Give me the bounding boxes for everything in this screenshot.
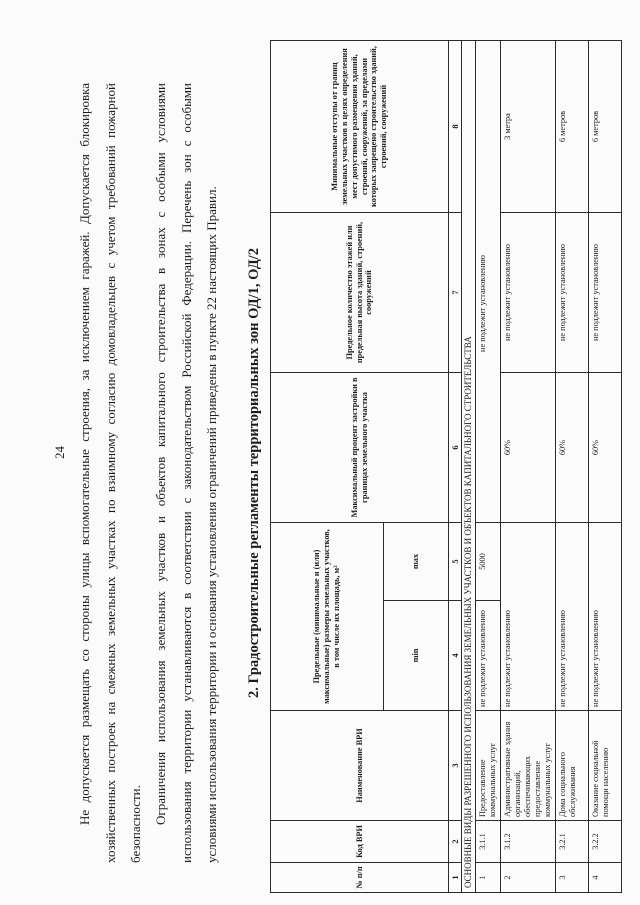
row-size: не подлежит установлению <box>555 523 588 711</box>
header-floors: Предельное количество этажей или предельная высота зданий, строений, сооружений <box>271 213 449 373</box>
row-size: не подлежит установлению <box>500 523 555 711</box>
row-floors: не подлежит установлению <box>500 213 555 373</box>
row-name: Предоставление коммунальных услуг <box>475 711 500 821</box>
column-numbers-row <box>449 41 462 893</box>
header-code: Код ВРИ <box>271 821 449 863</box>
header-num: № п/п <box>271 863 449 893</box>
row-setback: 6 метров <box>588 41 621 213</box>
col-number: 3 <box>449 711 462 821</box>
col-number: 7 <box>449 213 462 373</box>
header-percent: Максимальный процент застройки в границах земельного участка <box>271 373 449 523</box>
row-num: 2 <box>500 863 555 893</box>
header-name: Наименование ВРИ <box>271 711 449 821</box>
table-row <box>555 41 588 893</box>
row-percent: 60% <box>555 373 588 523</box>
table-row <box>588 41 621 893</box>
row-name: Оказание социальной помощи населению <box>588 711 621 821</box>
col-number: 5 <box>449 523 462 601</box>
row-code: 3.1.1 <box>475 821 500 863</box>
header-max: max <box>384 523 449 601</box>
paragraph-garages: Не допускается размещать со стороны улицы вспомогательные строения, за исключением гаражей. Допускается блокировка хозяйственных построек на смежных земельных участках по взаимному согласию домовладельцев с учетом требований пожарной безопасности. <box>77 83 143 863</box>
header-size <box>271 523 384 711</box>
row-num: 3 <box>555 863 588 893</box>
header-setback: Минимальные отступы от границ земельных участков в целях определения мест допустимого размещения зданий, строений, сооружений, за пределами которых запрещено строительство зданий, строений, сооружений <box>271 41 449 213</box>
row-name: Административные здания организаций, обеспечивающих предоставление коммунальных услуг <box>500 711 555 821</box>
row-percent: 60% <box>588 373 621 523</box>
page-number: 24 <box>52 446 67 459</box>
row-max: 5000 <box>475 523 500 601</box>
header-row-1 <box>271 41 384 893</box>
regulations-table-wrapper <box>270 41 610 893</box>
col-number: 4 <box>449 601 462 711</box>
row-floors: не подлежит установлению <box>555 213 588 373</box>
row-setback: 3 метра <box>500 41 555 213</box>
col-number: 6 <box>449 373 462 523</box>
paragraph-restrictions: Ограничения использования земельных участков и объектов капитального строительства в зонах с особыми условиями использования территории устанавливаются в соответствии с законодательством Российской Федерации. Перечень зон с особыми условиями использования территории и основания установления ограничений приведены в пункте 22 настоящих Правил. <box>153 83 219 863</box>
row-name: Дома социального обслуживания <box>555 711 588 821</box>
row-floors: не подлежит установлению <box>588 213 621 373</box>
row-code: 3.2.1 <box>555 821 588 863</box>
row-size: не подлежит установлению <box>588 523 621 711</box>
col-number: 8 <box>449 41 462 213</box>
section-title-row <box>462 41 476 893</box>
header-size-text: Предельные (минимальные и (или) максимальные) размеры земельных участков, в том числе их площадь, м² <box>312 529 341 704</box>
regulations-table <box>270 40 622 893</box>
table-row <box>500 41 555 893</box>
header-min: min <box>384 601 449 711</box>
row-num: 1 <box>475 863 500 893</box>
row-code: 3.2.2 <box>588 821 621 863</box>
section-heading: 2. Градостроительные регламенты территориальных зон ОД/1, ОД/2 <box>246 248 262 698</box>
row-merged-value: не подлежит установлению <box>475 41 500 523</box>
col-number: 2 <box>449 821 462 863</box>
row-setback: 6 метров <box>555 41 588 213</box>
row-num: 4 <box>588 863 621 893</box>
col-number: 1 <box>449 863 462 893</box>
row-code: 3.1.2 <box>500 821 555 863</box>
section-title: ОСНОВНЫЕ ВИДЫ РАЗРЕШЕННОГО ИСПОЛЬЗОВАНИЯ ЗЕМЕЛЬНЫХ УЧАСТКОВ И ОБЪЕКТОВ КАПИТАЛЬНОГО СТРОИТЕЛЬСТВА <box>462 41 476 893</box>
row-percent: 60% <box>500 373 555 523</box>
table-row <box>475 41 500 893</box>
row-min: не подлежит установлению <box>475 601 500 711</box>
